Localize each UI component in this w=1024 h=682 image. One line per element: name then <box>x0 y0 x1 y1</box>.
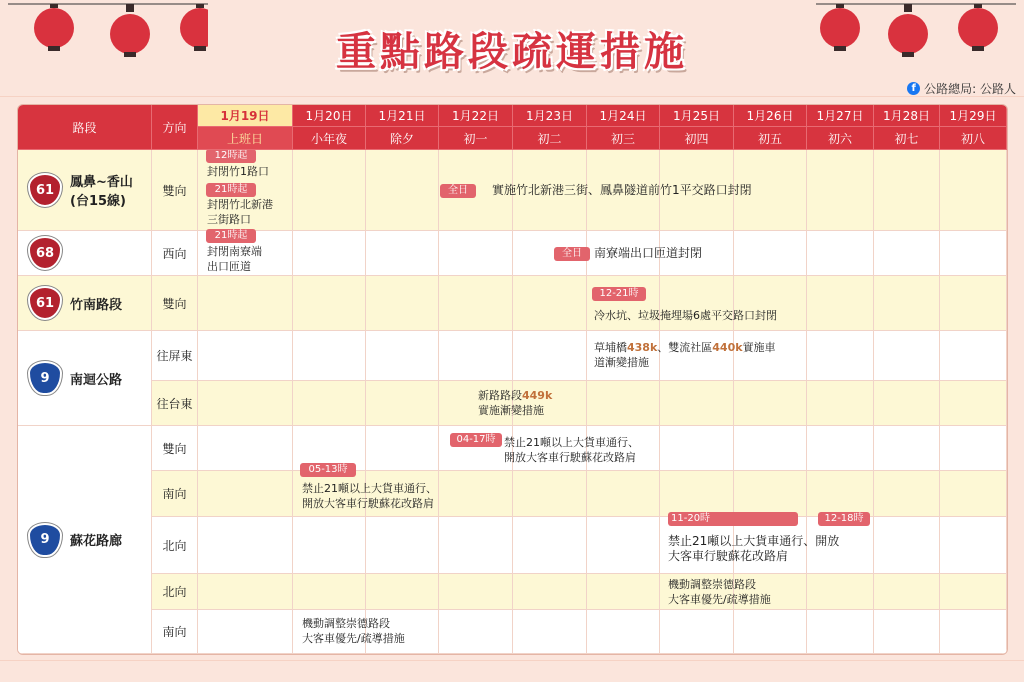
direction-cell: 往台東 <box>152 381 198 426</box>
measure-text: 機動調整崇德路段 大客車優先/疏導措施 <box>668 578 771 606</box>
grid-cell <box>198 471 293 517</box>
direction-cell: 雙向 <box>152 426 198 471</box>
road-61-fengbi <box>18 150 152 231</box>
grid-cell <box>660 610 734 654</box>
grid-cell <box>940 150 1007 231</box>
grid-cell <box>198 276 293 331</box>
grid-cell <box>513 517 587 574</box>
header-date: 1月26日 <box>734 105 807 127</box>
grid-cell <box>513 471 587 517</box>
allday-badge: 全日 <box>554 247 590 261</box>
grid-cell <box>587 574 660 610</box>
grid-cell <box>807 231 874 276</box>
time-badge: 21時起 <box>206 229 256 243</box>
header-day: 上班日 <box>198 127 293 150</box>
grid-cell <box>807 331 874 381</box>
header-date: 1月24日 <box>587 105 660 127</box>
header-date: 1月25日 <box>660 105 734 127</box>
grid-cell <box>366 331 439 381</box>
measure-text: 草埔橋438k、雙流社區440k實施車 道漸變措施 <box>594 341 776 369</box>
bg-stripe <box>0 660 1024 661</box>
grid-cell <box>807 381 874 426</box>
grid-cell <box>807 610 874 654</box>
direction-cell: 南向 <box>152 471 198 517</box>
header-day: 初四 <box>660 127 734 150</box>
grid-cell <box>874 610 940 654</box>
grid-cell <box>439 610 513 654</box>
note-text: 封閉南寮端 出口匝道 <box>207 245 262 273</box>
header-date: 1月23日 <box>513 105 587 127</box>
route-9-shield-icon: 9 <box>28 361 62 395</box>
grid-cell <box>807 426 874 471</box>
grid-cell <box>734 610 807 654</box>
grid-cell <box>366 574 439 610</box>
header-road: 路段 <box>18 105 152 150</box>
direction-cell: 西向 <box>152 231 198 276</box>
header-direction: 方向 <box>152 105 198 150</box>
grid-cell <box>198 610 293 654</box>
note-text: 封閉竹1路口 <box>207 165 269 178</box>
time-badge: 12-21時 <box>592 287 646 301</box>
road-9-nanhui <box>18 331 152 426</box>
direction-cell: 北向 <box>152 517 198 574</box>
grid-cell <box>293 231 366 276</box>
schedule-table <box>17 104 1008 655</box>
header-day: 初二 <box>513 127 587 150</box>
header-day: 小年夜 <box>293 127 366 150</box>
time-badge: 12時起 <box>206 149 256 163</box>
road-name: 南迴公路 <box>70 372 123 388</box>
road-name: 竹南路段 <box>70 297 123 313</box>
grid-cell <box>874 150 940 231</box>
allday-badge: 全日 <box>440 184 476 198</box>
header-day: 初一 <box>439 127 513 150</box>
grid-cell <box>807 574 874 610</box>
grid-cell <box>198 426 293 471</box>
time-badge: 12-18時 <box>818 512 870 526</box>
grid-cell <box>366 150 439 231</box>
grid-cell <box>513 574 587 610</box>
grid-cell <box>874 231 940 276</box>
grid-cell <box>366 276 439 331</box>
grid-cell <box>734 231 807 276</box>
road-61-zhunan <box>18 276 152 331</box>
grid-cell <box>293 331 366 381</box>
grid-cell <box>874 471 940 517</box>
grid-cell <box>660 426 734 471</box>
grid-cell <box>940 331 1007 381</box>
header-date: 1月19日 <box>198 105 293 127</box>
grid-cell <box>940 231 1007 276</box>
grid-cell <box>874 517 940 574</box>
grid-cell <box>660 471 734 517</box>
header-date: 1月22日 <box>439 105 513 127</box>
route-61-shield-icon: 61 <box>28 286 62 320</box>
grid-cell <box>587 471 660 517</box>
direction-cell: 南向 <box>152 610 198 654</box>
route-68-shield-icon: 68 <box>28 236 62 270</box>
measure-text: 禁止21噸以上大貨車通行、開放 大客車行駛蘇花改路肩 <box>668 534 840 563</box>
header-date: 1月29日 <box>940 105 1007 127</box>
direction-cell: 雙向 <box>152 276 198 331</box>
grid-cell <box>807 150 874 231</box>
grid-cell <box>587 381 660 426</box>
road-68 <box>18 231 152 276</box>
grid-cell <box>439 276 513 331</box>
direction-cell: 雙向 <box>152 150 198 231</box>
grid-cell <box>293 381 366 426</box>
grid-cell <box>940 574 1007 610</box>
grid-cell <box>198 381 293 426</box>
grid-cell <box>366 426 439 471</box>
grid-cell <box>807 276 874 331</box>
grid-cell <box>439 331 513 381</box>
road-name: 蘇花路廊 <box>70 534 123 549</box>
grid-cell <box>513 610 587 654</box>
grid-cell <box>439 574 513 610</box>
grid-cell <box>198 574 293 610</box>
header-date: 1月28日 <box>874 105 940 127</box>
road-name: 鳳鼻~香山 (台15線) <box>70 175 133 209</box>
grid-cell <box>940 426 1007 471</box>
source-label: 公路總局: 公路人 <box>924 82 1016 96</box>
header-day: 初三 <box>587 127 660 150</box>
grid-cell <box>940 610 1007 654</box>
facebook-icon: f <box>907 82 920 95</box>
header-date: 1月20日 <box>293 105 366 127</box>
grid-cell <box>366 381 439 426</box>
time-badge: 04-17時 <box>450 433 502 447</box>
grid-cell <box>513 276 587 331</box>
grid-cell <box>874 426 940 471</box>
grid-cell <box>874 331 940 381</box>
route-61-shield-icon: 61 <box>28 173 62 207</box>
time-badge: 11-20時 <box>668 512 798 526</box>
grid-cell <box>874 381 940 426</box>
grid-cell <box>874 574 940 610</box>
measure-text: 禁止21噸以上大貨車通行、 開放大客車行駛蘇花改路肩 <box>302 482 437 510</box>
header-date: 1月21日 <box>366 105 439 127</box>
grid-cell <box>293 276 366 331</box>
header-day: 除夕 <box>366 127 439 150</box>
grid-cell <box>940 471 1007 517</box>
direction-cell: 往屏東 <box>152 331 198 381</box>
measure-text: 實施竹北新港三街、鳳鼻隧道前竹1平交路口封閉 <box>492 183 752 197</box>
road-9-suhua <box>18 426 152 654</box>
note-text: 封閉竹北新港 三街路口 <box>207 198 273 226</box>
header-day: 初八 <box>940 127 1007 150</box>
grid-cell <box>874 276 940 331</box>
grid-cell <box>940 276 1007 331</box>
grid-cell <box>198 517 293 574</box>
grid-cell <box>734 471 807 517</box>
grid-cell <box>734 381 807 426</box>
header-day: 初五 <box>734 127 807 150</box>
grid-cell <box>366 231 439 276</box>
header-day: 初六 <box>807 127 874 150</box>
grid-cell <box>940 381 1007 426</box>
bg-stripe <box>0 96 1024 97</box>
route-9-shield-icon: 9 <box>28 523 62 557</box>
header-date: 1月27日 <box>807 105 874 127</box>
source-credit <box>907 80 1016 97</box>
grid-cell <box>940 517 1007 574</box>
direction-cell: 北向 <box>152 574 198 610</box>
grid-cell <box>439 471 513 517</box>
measure-text: 冷水坑、垃圾掩埋場6處平交路口封閉 <box>594 309 777 322</box>
measure-text: 南寮端出口匝道封閉 <box>594 246 703 260</box>
page-title: 重點路段疏運措施 <box>336 29 688 75</box>
grid-cell <box>807 471 874 517</box>
measure-text: 禁止21噸以上大貨車通行、 開放大客車行駛蘇花改路肩 <box>504 436 639 464</box>
grid-cell <box>198 331 293 381</box>
time-badge: 21時起 <box>206 183 256 197</box>
grid-cell <box>734 426 807 471</box>
grid-cell <box>293 574 366 610</box>
grid-cell <box>587 610 660 654</box>
measure-text: 新路路段449k 實施漸變措施 <box>478 389 553 417</box>
header-day: 初七 <box>874 127 940 150</box>
grid-cell <box>660 381 734 426</box>
time-badge: 05-13時 <box>300 463 356 477</box>
grid-cell <box>293 517 366 574</box>
grid-cell <box>366 517 439 574</box>
measure-text: 機動調整崇德路段 大客車優先/疏導措施 <box>302 617 405 645</box>
grid-cell <box>439 231 513 276</box>
grid-cell <box>293 150 366 231</box>
grid-cell <box>439 517 513 574</box>
grid-cell <box>513 331 587 381</box>
grid-cell <box>587 517 660 574</box>
